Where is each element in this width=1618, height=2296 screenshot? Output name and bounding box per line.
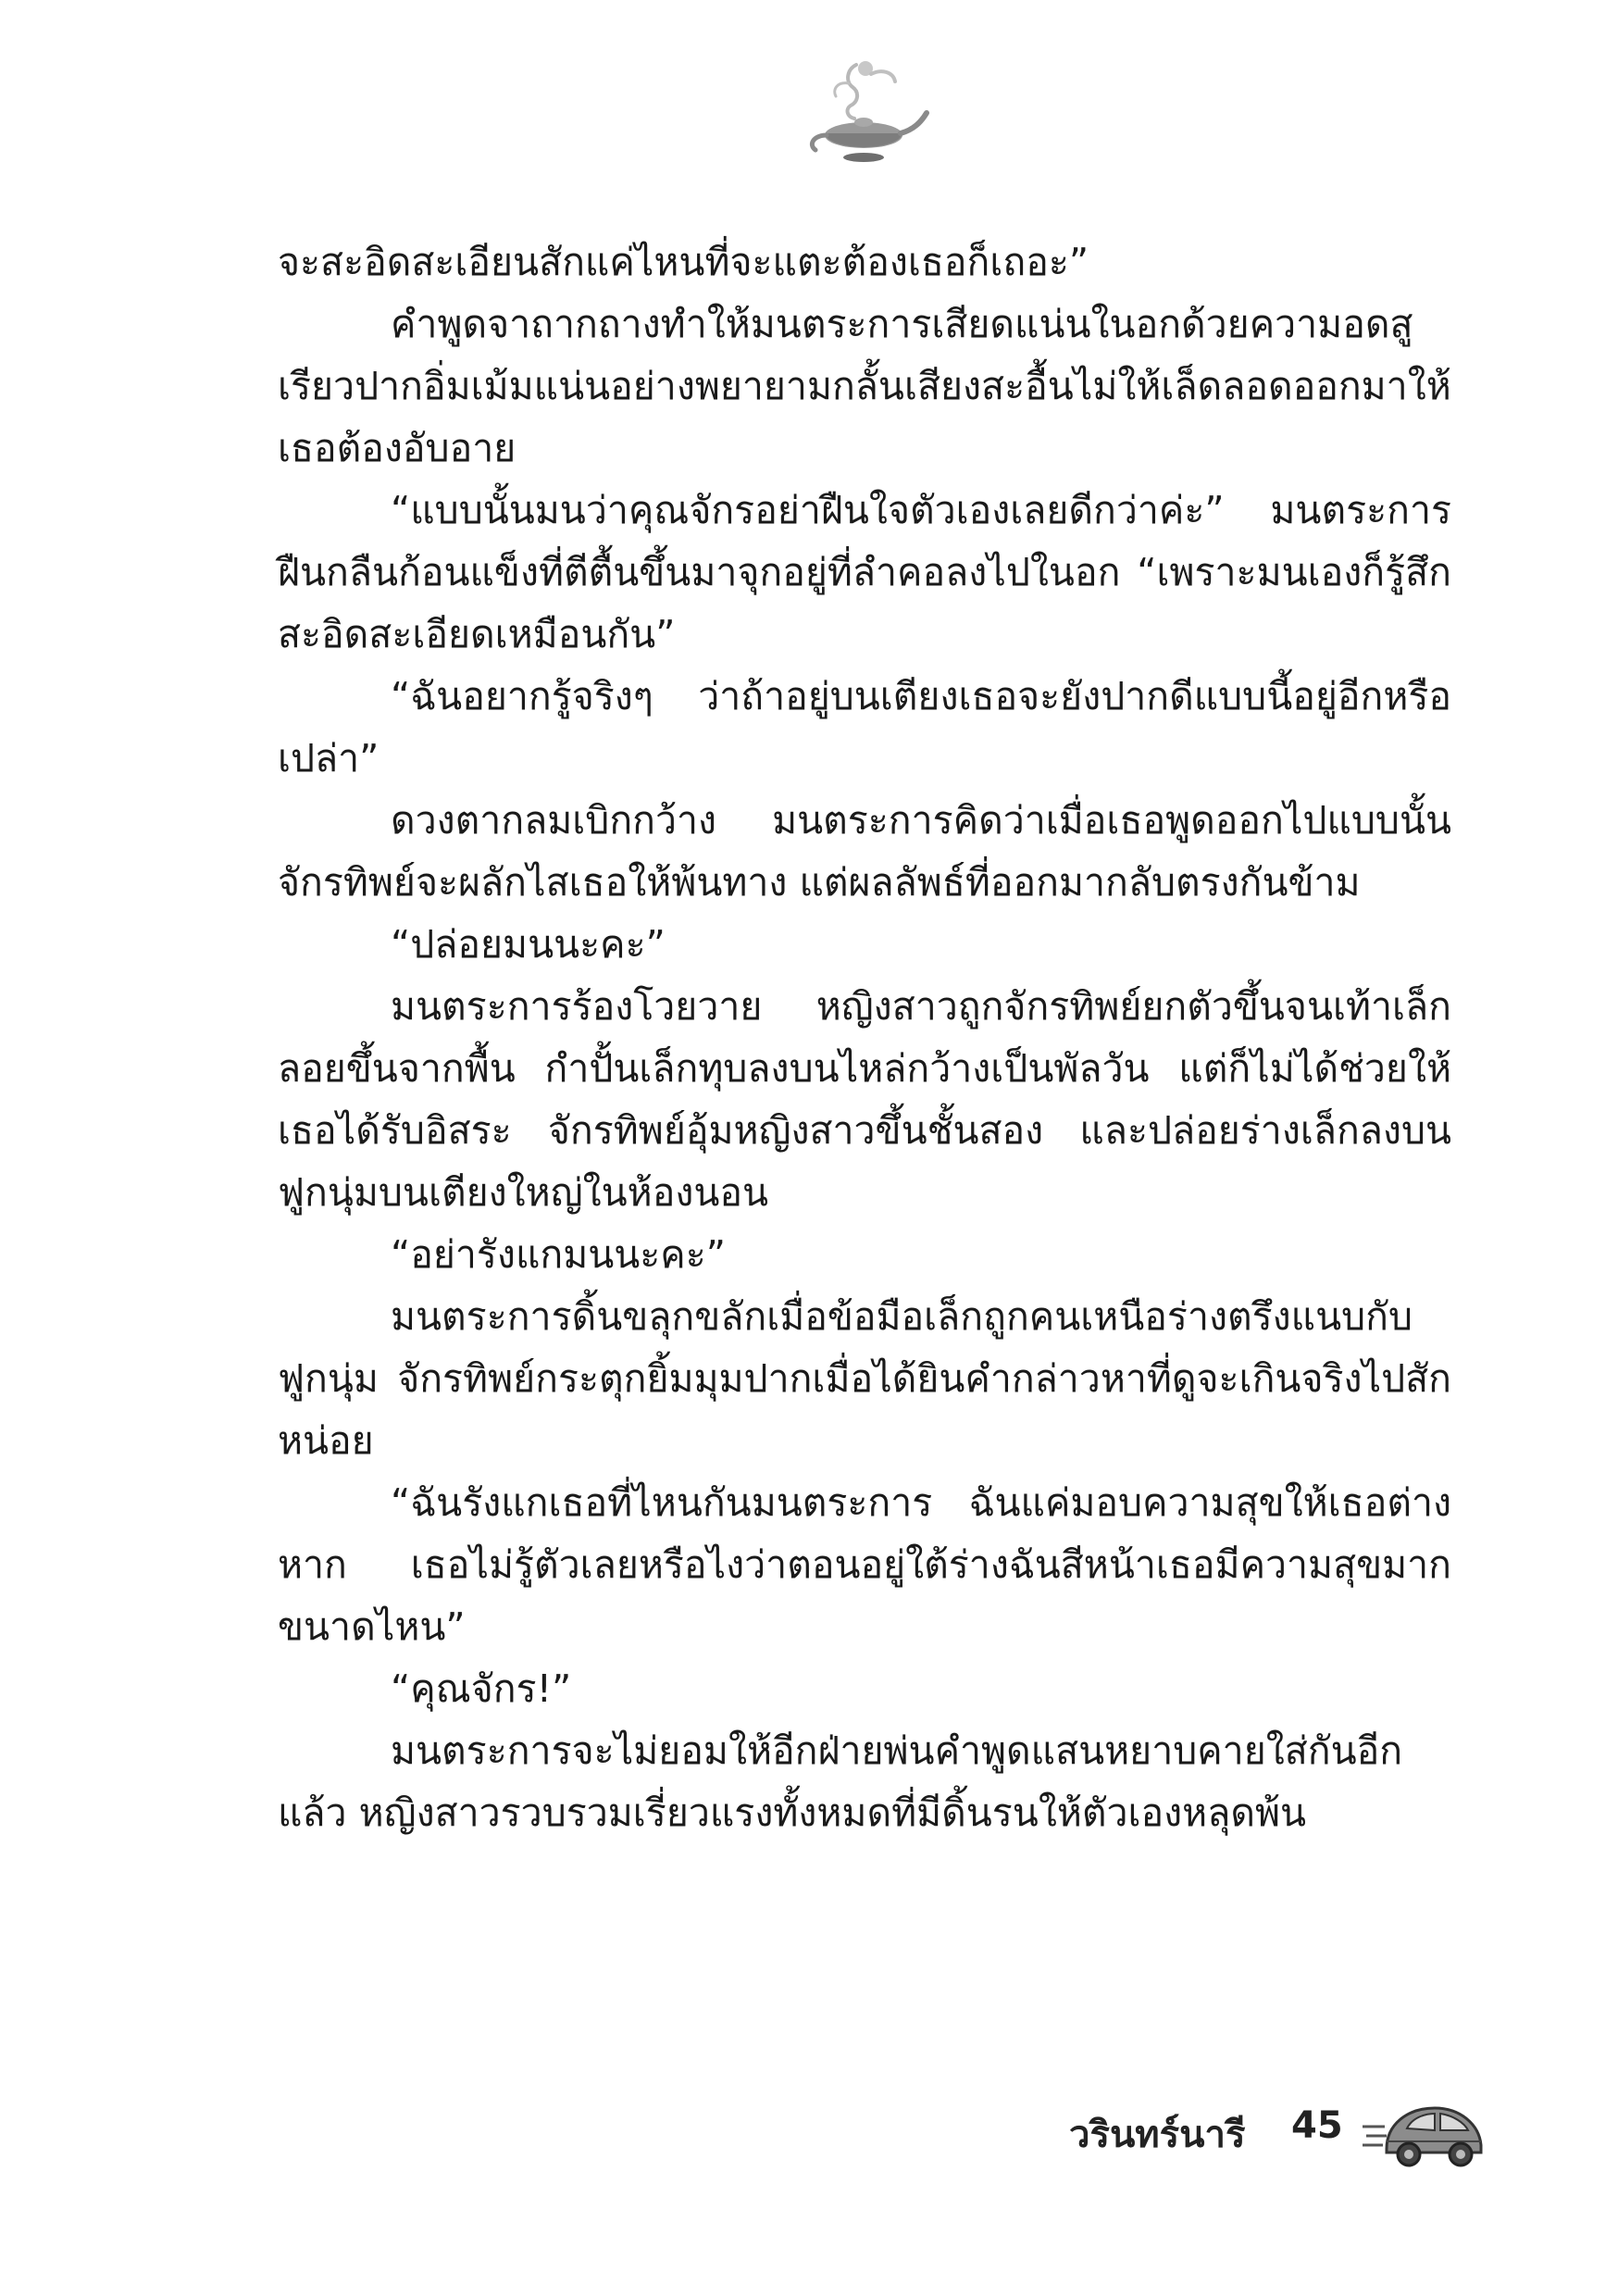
- paragraph-11: “คุณจักร!”: [391, 1666, 572, 1711]
- page-body-text: [278, 231, 1451, 1844]
- page-number: 45: [1291, 2104, 1343, 2147]
- paragraph-2: คำพูดจาถากถางทำให้มนตระการเสียดแน่นในอกด้วยความอดสูเรียวปากอิ่มเม้มแน่นอย่างพยายามกลั้นเสียงสะอื้นไม่ให้เล็ดลอดออกมาให้เธอต้องอับอาย: [278, 302, 1451, 470]
- paragraph-10: “ฉันรังแกเธอที่ไหนกันมนตระการ ฉันแค่มอบความสุขให้เธอต่างหาก เธอไม่รู้ตัวเลยหรือไงว่าตอนอยู่ใต้ร่างฉันสีหน้าเธอมีความสุขมากขนาดไหน”: [278, 1480, 1451, 1649]
- paragraph-6: “ปล่อยมนนะคะ”: [391, 922, 666, 967]
- paragraph-12: มนตระการจะไม่ยอมให้อีกฝ่ายพ่นคำพูดแสนหยาบคายใส่กันอีกแล้ว หญิงสาวรวบรวมเรี่ยวแรงทั้งหมดที่มีดิ้นรนให้ตัวเองหลุดพ้น: [278, 1728, 1403, 1835]
- paragraph-3: “แบบนั้นมนว่าคุณจักรอย่าฝืนใจตัวเองเลยดีกว่าค่ะ” มนตระการฝืนกลืนก้อนแข็งที่ตีตื้นขึ้นมาจุกอยู่ที่ลำคอลงไปในอก “เพราะมนเองก็รู้สึกสะอิดสะเอียดเหมือนกัน”: [278, 488, 1451, 656]
- paragraph-8: “อย่ารังแกมนนะคะ”: [391, 1232, 726, 1277]
- paragraph-9: มนตระการดิ้นขลุกขลักเมื่อข้อมือเล็กถูกคนเหนือร่างตรึงแนบกับฟูกนุ่ม จักรทิพย์กระตุกยิ้มมุมปากเมื่อได้ยินคำกล่าวหาที่ดูจะเกินจริงไปสักหน่อย: [278, 1294, 1451, 1463]
- paragraph-7: มนตระการร้องโวยวาย หญิงสาวถูกจักรทิพย์ยกตัวขึ้นจนเท้าเล็กลอยขึ้นจากพื้น กำปั้นเล็กทุบลงบนไหล่กว้างเป็นพัลวัน แต่ก็ไม่ได้ช่วยให้เธอได้รับอิสระ จักรทิพย์อุ้มหญิงสาวขึ้นชั้นสอง และปล่อยร่างเล็กลงบนฟูกนุ่มบนเตียงใหญ่ในห้องนอน: [278, 984, 1451, 1215]
- genie-lamp-ornament-icon: [791, 56, 930, 167]
- book-title: วรินทร์นารี: [1069, 2114, 1246, 2156]
- paragraph-1: จะสะอิดสะเอียนสักแค่ไหนที่จะแตะต้องเธอก็เถอะ”: [278, 240, 1089, 284]
- paragraph-5: ดวงตากลมเบิกกว้าง มนตระการคิดว่าเมื่อเธอพูดออกไปแบบนั้นจักรทิพย์จะผลักไสเธอให้พ้นทาง แต่ผลลัพธ์ที่ออกมากลับตรงกันข้าม: [278, 798, 1451, 905]
- page-footer: [1046, 2088, 1481, 2180]
- vintage-car-icon: [1361, 2088, 1486, 2171]
- paragraph-4: “ฉันอยากรู้จริงๆ ว่าถ้าอยู่บนเตียงเธอจะยังปากดีแบบนี้อยู่อีกหรือเปล่า”: [278, 674, 1451, 780]
